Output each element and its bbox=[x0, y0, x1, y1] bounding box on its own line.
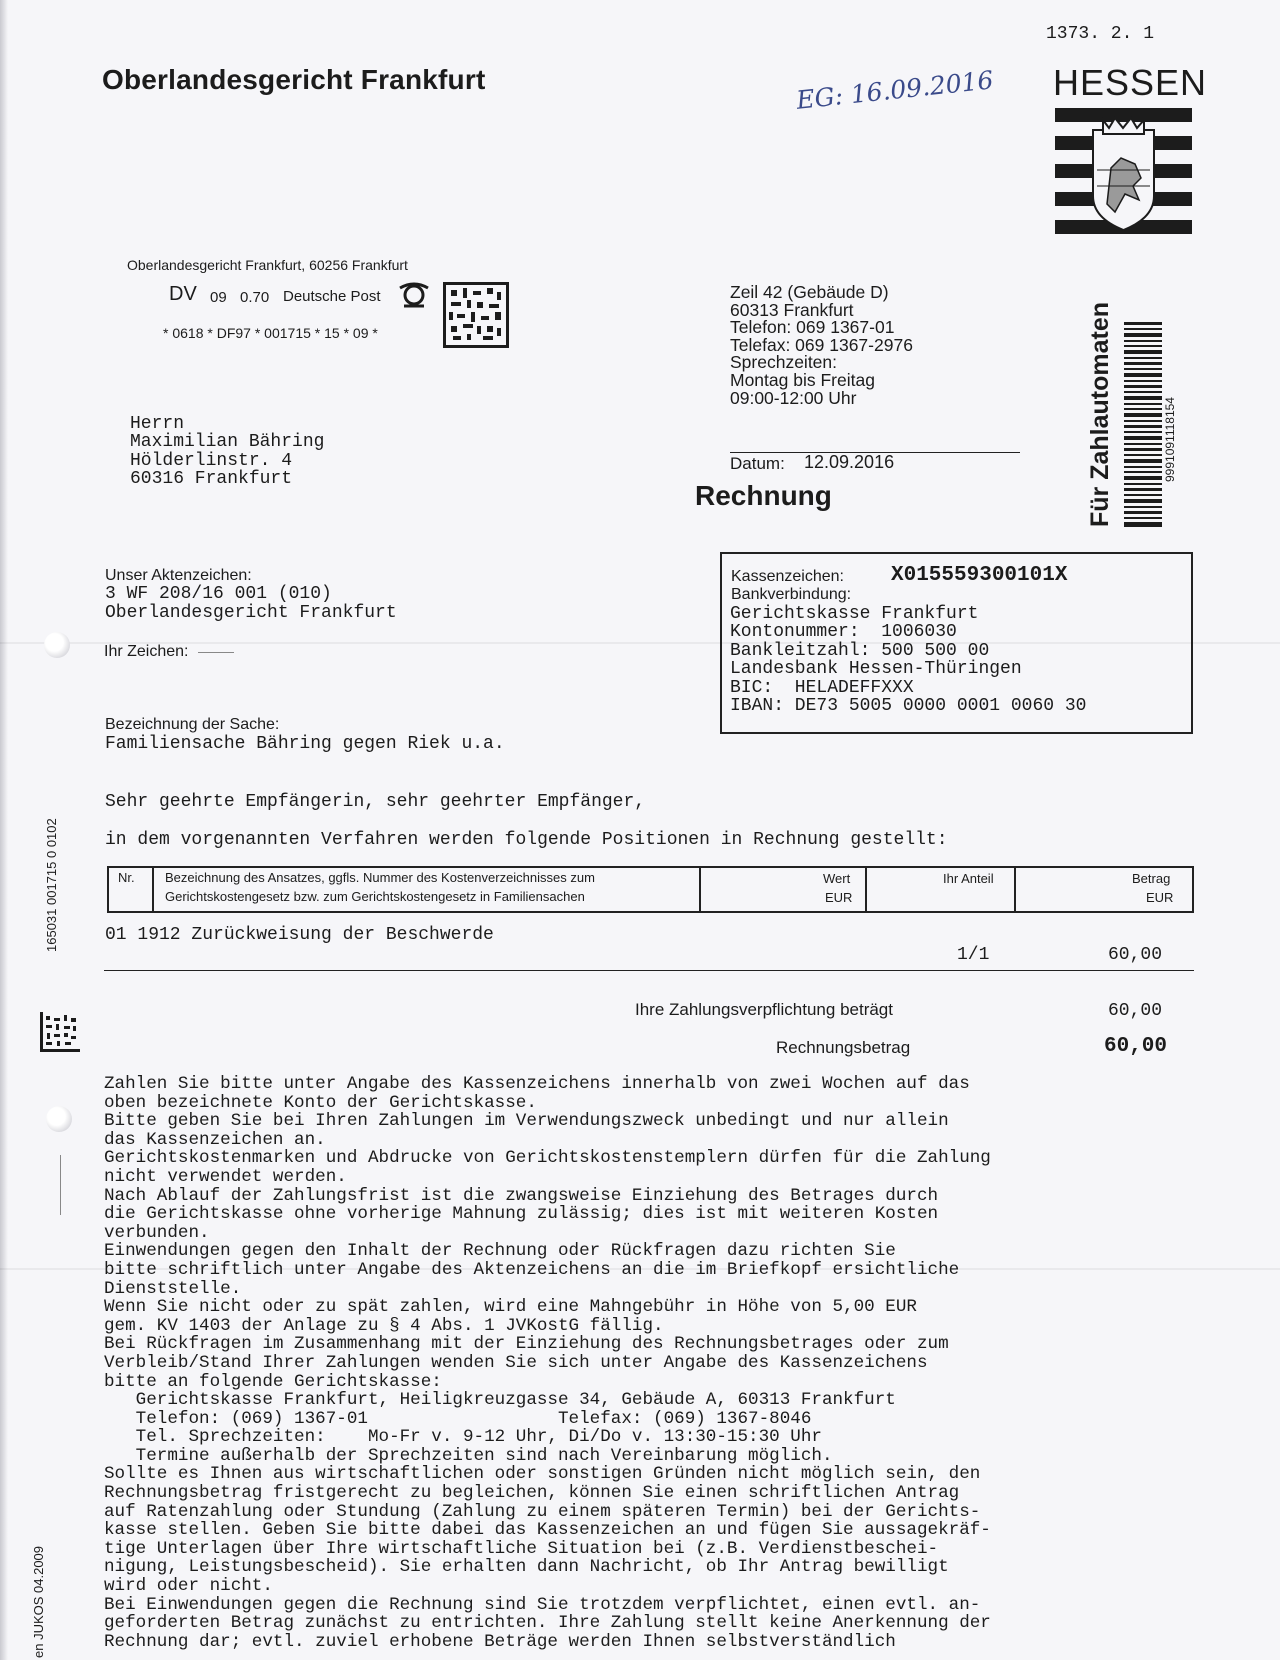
recipient-line: 60316 Frankfurt bbox=[130, 469, 293, 490]
instruction-line: Sollte es Ihnen aus wirtschaftlichen oder sonstigen Gründen nicht möglich sein, den bbox=[104, 1464, 981, 1485]
intro-text: in dem vorgenannten Verfahren werden folgende Positionen in Rechnung gestellt: bbox=[105, 830, 948, 850]
header-nr: Nr. bbox=[118, 870, 135, 885]
invoice-total-value: 60,00 bbox=[1104, 1035, 1168, 1058]
instruction-line: tige Unterlagen über Ihre wirtschaftliche Situation bei (z.B. Verdienstbeschei- bbox=[104, 1538, 939, 1559]
margin-datamatrix-code bbox=[40, 1012, 80, 1052]
recipient-address bbox=[130, 415, 324, 489]
bank-line: Bankleitzahl: 500 500 00 bbox=[730, 640, 990, 661]
instruction-line: geforderten Betrag zunächst zu entrichten. Ihre Zahlung stellt keine Anerkennung der bbox=[104, 1613, 991, 1634]
obligation-label: Ihre Zahlungsverpflichtung beträgt bbox=[635, 1000, 893, 1019]
matter-value: Familiensache Bähring gegen Riek u.a. bbox=[105, 734, 505, 754]
kassenzeichen-value: X015559300101X bbox=[891, 564, 1068, 587]
office-line: 60313 Frankfurt bbox=[730, 299, 854, 320]
table-row-rule bbox=[104, 970, 1194, 971]
instruction-line: Bei Rückfragen im Zusammenhang mit der Einziehung des Rechnungsbetrages oder zum bbox=[104, 1334, 949, 1355]
instruction-line: verbunden. bbox=[104, 1222, 210, 1243]
instruction-line: bitte an folgende Gerichtskasse: bbox=[104, 1371, 442, 1392]
form-version: en JUKOS 04.2009 bbox=[31, 1545, 46, 1658]
header-wert-unit: EUR bbox=[825, 890, 853, 905]
office-contact bbox=[730, 284, 913, 407]
office-line: 09:00-12:00 Uhr bbox=[730, 387, 857, 408]
instruction-line: Verbleib/Stand Ihrer Zahlungen wenden Sie sich unter Angabe des Kassenzeichens bbox=[104, 1352, 928, 1373]
header-betrag: Betrag bbox=[1132, 871, 1171, 886]
recipient-line: Herrn bbox=[130, 414, 185, 434]
document-code: 1373. 2. 1 bbox=[1046, 24, 1155, 44]
your-reference-label: Ihr Zeichen: bbox=[104, 643, 189, 660]
postage-dv-code: 09 bbox=[210, 289, 227, 306]
instruction-line: bitte schriftlich unter Angabe des Aktenzeichens an die im Briefkopf ersichtliche bbox=[104, 1259, 960, 1280]
postage-dv: DV bbox=[169, 283, 197, 305]
header-betrag-unit: EUR bbox=[1146, 890, 1174, 905]
form-code: 165031 001715 0 0102 bbox=[44, 818, 59, 952]
table-divider bbox=[152, 866, 154, 913]
reference-court: Oberlandesgericht Frankfurt bbox=[105, 603, 397, 623]
return-address: Oberlandesgericht Frankfurt, 60256 Frankfurt bbox=[127, 257, 408, 273]
postage-code-line: * 0618 * DF97 * 001715 * 15 * 09 * bbox=[163, 325, 378, 341]
instruction-line: Bei Einwendungen gegen die Rechnung sind Sie trotzdem verpflichtet, einen evtl. an- bbox=[104, 1594, 981, 1615]
instruction-line: nicht verwendet werden. bbox=[104, 1166, 347, 1187]
barcode-number: 9991091118154 bbox=[1163, 397, 1177, 482]
recipient-line: Maximilian Bähring bbox=[130, 432, 325, 453]
obligation-value: 60,00 bbox=[1108, 1001, 1163, 1021]
office-line: Sprechzeiten: bbox=[730, 352, 838, 373]
bank-label: Bankverbindung: bbox=[731, 586, 852, 603]
office-line: Montag bis Freitag bbox=[730, 369, 875, 390]
header-description: Bezeichnung des Ansatzes, ggfls. Nummer des Kostenverzeichnisses zum bbox=[165, 870, 595, 885]
barcode-caption: Für Zahlautomaten bbox=[1086, 301, 1114, 527]
document-type-title: Rechnung bbox=[695, 480, 832, 511]
office-line: Zeil 42 (Gebäude D) bbox=[730, 282, 889, 302]
instruction-line: Wenn Sie nicht oder zu spät zahlen, wird eine Mahngebühr in Höhe von 5,00 EUR bbox=[104, 1297, 917, 1318]
postage-carrier: Deutsche Post bbox=[283, 288, 381, 305]
postage-amount: 0.70 bbox=[240, 289, 270, 306]
bank-line: IBAN: DE73 5005 0000 0001 0060 30 bbox=[730, 696, 1087, 717]
payment-barcode bbox=[1124, 322, 1162, 527]
margin-mark bbox=[60, 1155, 61, 1215]
punch-hole bbox=[46, 1106, 72, 1132]
instruction-line: gem. KV 1403 der Anlage zu § 4 Abs. 1 JVKostG fällig. bbox=[104, 1315, 664, 1336]
reference-number: 3 WF 208/16 001 (010) bbox=[105, 584, 332, 604]
instruction-line: Rechnung dar; evtl. zuviel erhobene Beträge werden Ihnen selbstverständlich bbox=[104, 1631, 896, 1652]
your-reference-line bbox=[198, 652, 234, 653]
instruction-line: Gerichtskasse Frankfurt, Heiligkreuzgasse 34, Gebäude A, 60313 Frankfurt bbox=[104, 1390, 896, 1411]
recipient-line: Hölderlinstr. 4 bbox=[130, 450, 293, 471]
instruction-line: Bitte geben Sie bei Ihren Zahlungen im Verwendungszweck unbedingt und nur allein bbox=[104, 1111, 949, 1132]
state-name: HESSEN bbox=[1053, 62, 1208, 103]
instruction-line: kasse stellen. Geben Sie bitte dabei das Kassenzeichen an und fügen Sie aussagekräf- bbox=[104, 1520, 991, 1541]
payment-instructions bbox=[104, 1075, 1234, 1651]
instruction-line: Rechnungsbetrag fristgerecht zu begleichen, können Sie einen schriftlichen Antrag bbox=[104, 1483, 960, 1504]
instruction-line: oben bezeichnete Konto der Gerichtskasse. bbox=[104, 1092, 537, 1113]
instruction-line: Einwendungen gegen den Inhalt der Rechnung oder Rückfragen dazu richten Sie bbox=[104, 1241, 896, 1262]
table-row-anteil: 1/1 bbox=[957, 945, 990, 965]
invoice-total-label: Rechnungsbetrag bbox=[776, 1038, 911, 1057]
office-line: Telefax: 069 1367-2976 bbox=[730, 334, 913, 355]
reference-label: Unser Aktenzeichen: bbox=[105, 567, 252, 584]
instruction-line: Nach Ablauf der Zahlungsfrist ist die zwangsweise Einziehung des Betrages durch bbox=[104, 1185, 939, 1206]
header-wert: Wert bbox=[823, 871, 851, 886]
instruction-line: das Kassenzeichen an. bbox=[104, 1129, 326, 1150]
instruction-line: Tel. Sprechzeiten: Mo-Fr v. 9-12 Uhr, Di/Do v. 13:30-15:30 Uhr bbox=[104, 1427, 822, 1448]
table-divider bbox=[865, 866, 867, 913]
table-row-betrag: 60,00 bbox=[1108, 945, 1163, 965]
instruction-line: Telefon: (069) 1367-01 Telefax: (069) 1367-8046 bbox=[104, 1408, 812, 1429]
kassenzeichen-label: Kassenzeichen: bbox=[731, 568, 844, 585]
instruction-line: auf Ratenzahlung oder Stundung (Zahlung zu einem späteren Termin) bei der Gerichts- bbox=[104, 1501, 981, 1522]
instruction-line: Zahlen Sie bitte unter Angabe des Kassenzeichens innerhalb von zwei Wochen auf das bbox=[104, 1074, 970, 1094]
punch-hole bbox=[44, 632, 70, 658]
office-line: Telefon: 069 1367-01 bbox=[730, 317, 895, 338]
table-row-text: 01 1912 Zurückweisung der Beschwerde bbox=[105, 925, 494, 945]
header-anteil: Ihr Anteil bbox=[943, 871, 994, 886]
hessen-coat-of-arms-logo bbox=[1055, 108, 1192, 248]
instruction-line: die Gerichtskasse ohne vorherige Mahnung zulässig; dies ist mit weiteren Kosten bbox=[104, 1204, 939, 1225]
court-name: Oberlandesgericht Frankfurt bbox=[102, 64, 486, 95]
table-divider bbox=[1014, 866, 1016, 913]
instruction-line: nigung, Leistungsbescheid). Sie erhalten dann Nachricht, ob Ihr Antrag bewilligt bbox=[104, 1557, 949, 1578]
instruction-line: Gerichtskostenmarken und Abdrucke von Gerichtskostenstemplern dürfen für die Zahlung bbox=[104, 1148, 991, 1169]
post-horn-icon bbox=[398, 282, 430, 310]
postage-qr-code bbox=[443, 282, 509, 348]
salutation: Sehr geehrte Empfängerin, sehr geehrter Empfänger, bbox=[105, 792, 646, 812]
instruction-line: wird oder nicht. bbox=[104, 1576, 273, 1597]
bank-line: Landesbank Hessen-Thüringen bbox=[730, 659, 1022, 680]
bank-details bbox=[730, 605, 1086, 715]
bank-line: Gerichtskasse Frankfurt bbox=[730, 604, 979, 624]
date-value: 12.09.2016 bbox=[804, 452, 895, 472]
matter-label: Bezeichnung der Sache: bbox=[105, 716, 280, 733]
handwritten-note: EG: 16.09.2016 bbox=[795, 65, 995, 115]
bank-line: BIC: HELADEFFXXX bbox=[730, 677, 914, 698]
date-label: Datum: bbox=[730, 454, 785, 473]
table-divider bbox=[699, 866, 701, 913]
instruction-line: Dienststelle. bbox=[104, 1278, 242, 1299]
header-description-line2: Gerichtskostengesetz bzw. zum Gerichtskostengesetz in Familiensachen bbox=[165, 889, 585, 904]
bank-line: Kontonummer: 1006030 bbox=[730, 622, 957, 643]
instruction-line: Termine außerhalb der Sprechzeiten sind nach Vereinbarung möglich. bbox=[104, 1445, 833, 1466]
